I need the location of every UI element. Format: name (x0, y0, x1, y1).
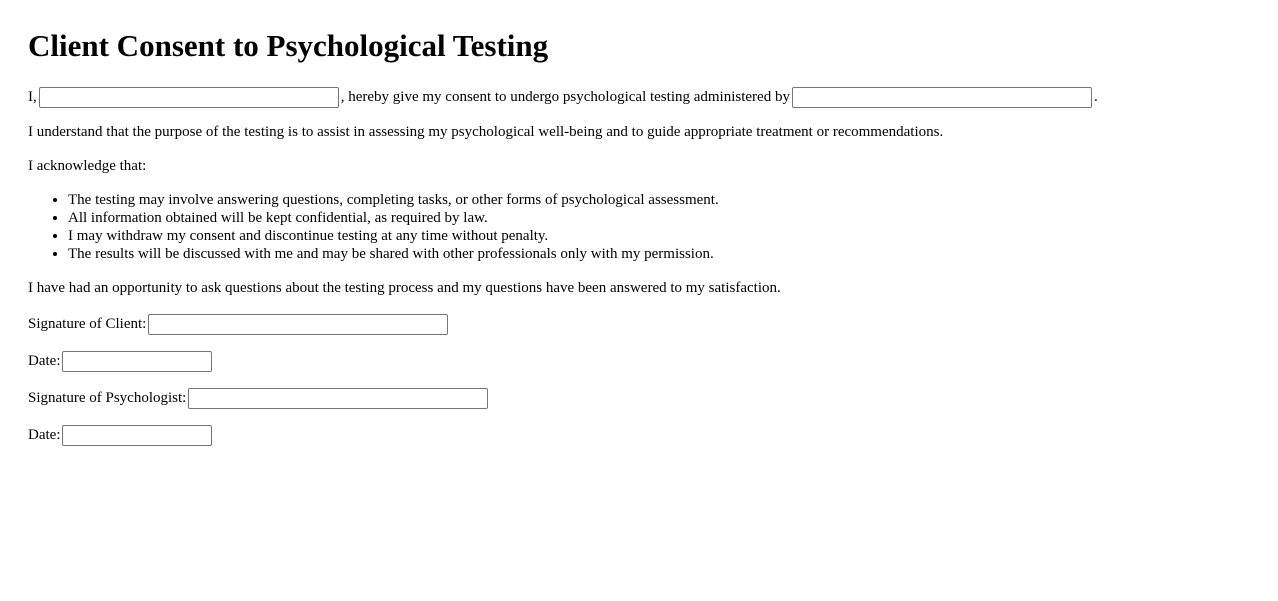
consent-statement (28, 86, 1250, 108)
page-title: Client Consent to Psychological Testing (28, 28, 549, 63)
consent-suffix: . (1093, 89, 1098, 105)
list-item: • The testing may involve answering questions, completing tasks, or other forms of psychological assessment. (68, 191, 1250, 209)
psychologist-signature-input[interactable] (188, 388, 488, 409)
client-date-input[interactable] (62, 351, 212, 372)
client-name-input[interactable] (39, 87, 339, 108)
list-item: • I may withdraw my consent and discontinue testing at any time without penalty. (68, 227, 1250, 245)
psychologist-date-row (28, 424, 1250, 446)
client-signature-row (28, 313, 1250, 335)
client-date-row (28, 350, 1250, 372)
psychologist-signature-label: Signature of Psychologist: (28, 390, 187, 407)
acknowledgement-list (28, 191, 1250, 263)
purpose-statement: I understand that the purpose of the testing is to assist in assessing my psychological well-being and to guide appropriate treatment or recommendations. (28, 124, 944, 141)
client-signature-label: Signature of Client: (28, 316, 147, 333)
client-signature-input[interactable] (148, 314, 448, 335)
psychologist-date-label: Date: (28, 427, 61, 444)
acknowledge-intro: I acknowledge that: (28, 158, 147, 175)
psychologist-signature-row (28, 387, 1250, 409)
list-item: • All information obtained will be kept confidential, as required by law. (68, 209, 1250, 227)
consent-middle-text: , hereby give my consent to undergo psychological testing administered by (340, 89, 790, 105)
psychologist-name-input[interactable] (792, 87, 1092, 108)
psychologist-date-input[interactable] (62, 425, 212, 446)
list-item: • The results will be discussed with me and may be shared with other professionals only with my permission. (68, 245, 1250, 263)
client-date-label: Date: (28, 353, 61, 370)
questions-statement: I have had an opportunity to ask questions about the testing process and my questions have been answered to my satisfaction. (28, 280, 781, 297)
consent-prefix: I, (28, 89, 37, 105)
